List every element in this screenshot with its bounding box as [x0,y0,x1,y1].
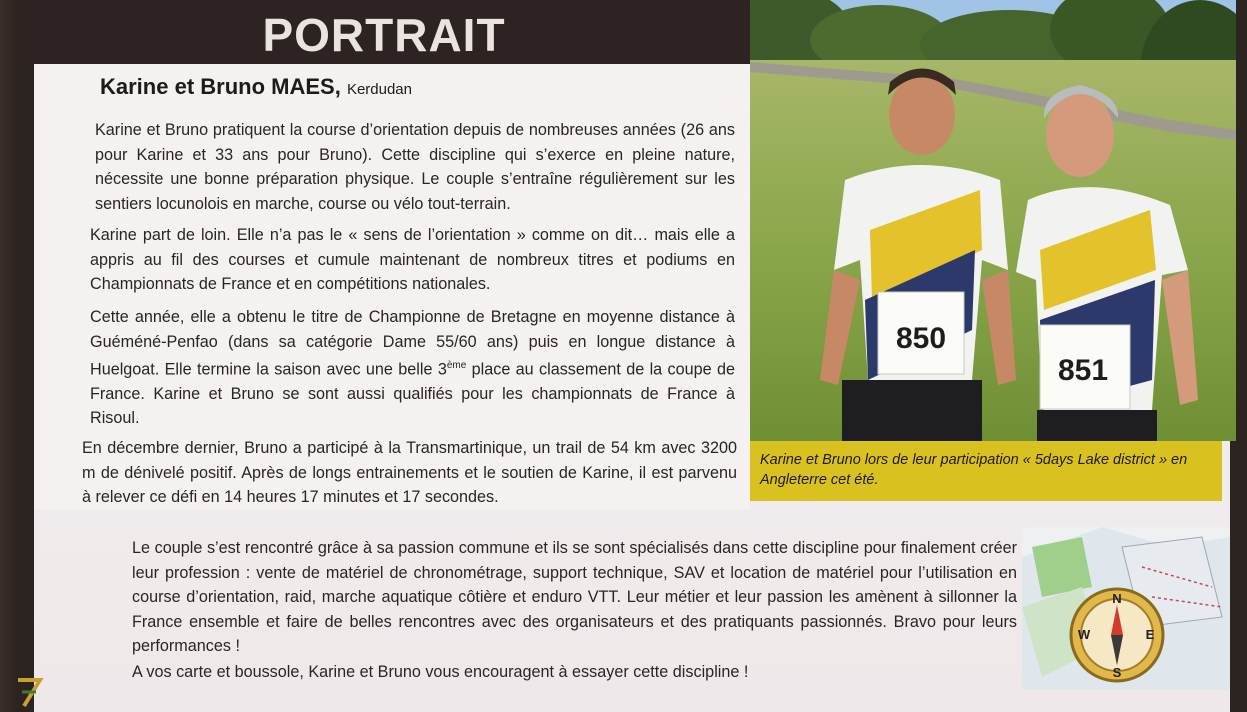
paragraph-3-b: place au classement de la coupe de France. Karine et Bruno se sont aussi qualifiés pour les championnats de France à Risoul. [90,360,735,428]
paragraph-2: Karine part de loin. Elle n’a pas le « sens de l’orientation » comme on dit… mais elle a appris au fil des courses et cumule maintenant de nombreux titres et podiums en Championnats de France et en compétitions nationales. [90,226,735,293]
compass-w: W [1077,627,1091,642]
article-place: Kerdudan [346,81,412,98]
page-title: PORTRAIT [262,9,506,61]
logo-icon [14,672,48,712]
paragraph-1: Karine et Bruno pratiquent la course d’orientation depuis de nombreuses années (26 ans pour Karine et 33 ans pour Bruno). Cette discipline qui s’exerce en pleine nature, nécessite une bonne préparation physique. Le couple s’entraîne régulièrement sur les sentiers locunolois en marche, course ou vélo tout-terrain. [95,121,735,213]
paragraph-3-a: Cette année, elle a obtenu le titre de Championne de Bretagne en moyenne distance à Guéméné-Penfao (dans sa catégorie Dame 55/60 ans) puis en longue distance à Huelgoat. Elle termine la saison avec une belle 3 [90,308,735,379]
corner-logo [14,672,48,712]
compass-icon [1022,527,1230,690]
article-heading [100,74,412,100]
paragraph-6: A vos carte et boussole, Karine et Bruno vous encouragent à essayer cette discipline ! [132,663,749,681]
article-names: Karine et Bruno MAES, [100,74,341,99]
compass-n: N [1112,591,1122,606]
photo-caption: Karine et Bruno lors de leur participation « 5days Lake district » en Angleterre cet été. [750,441,1222,501]
runners-photo [750,0,1236,441]
bib-850: 850 [895,322,947,355]
ordinal-suffix: ème [446,360,467,371]
paragraph-4: En décembre dernier, Bruno a participé à la Transmartinique, un trail de 54 km avec 3200 m de dénivelé positif. Après de longs entrainements et le soutien de Karine, il est parvenu à relever ce défi en 14 heures 17 minutes et 17 secondes. [82,439,737,506]
paragraph-3 [90,305,735,431]
bib-851: 851 [1057,354,1109,387]
compass-e: E [1145,627,1155,642]
map-compass-illustration [1022,527,1230,690]
compass-s: S [1112,665,1122,680]
paragraph-5: Le couple s’est rencontré grâce à sa passion commune et ils se sont spécialisés dans cette discipline pour finalement créer leur profession : vente de matériel de chronométrage, support technique, SAV et location de matériel pour l’utilisation en course d’orientation, raid, marche aquatique côtière et enduro VTT. Leur métier et leur passion les amènent à sillonner la France ensemble et faire de belles rencontres avec des organisateurs et des pratiquants passionnés. Bravo pour leurs performances ! [132,539,1017,655]
runners-photo-illustration [750,0,1236,441]
